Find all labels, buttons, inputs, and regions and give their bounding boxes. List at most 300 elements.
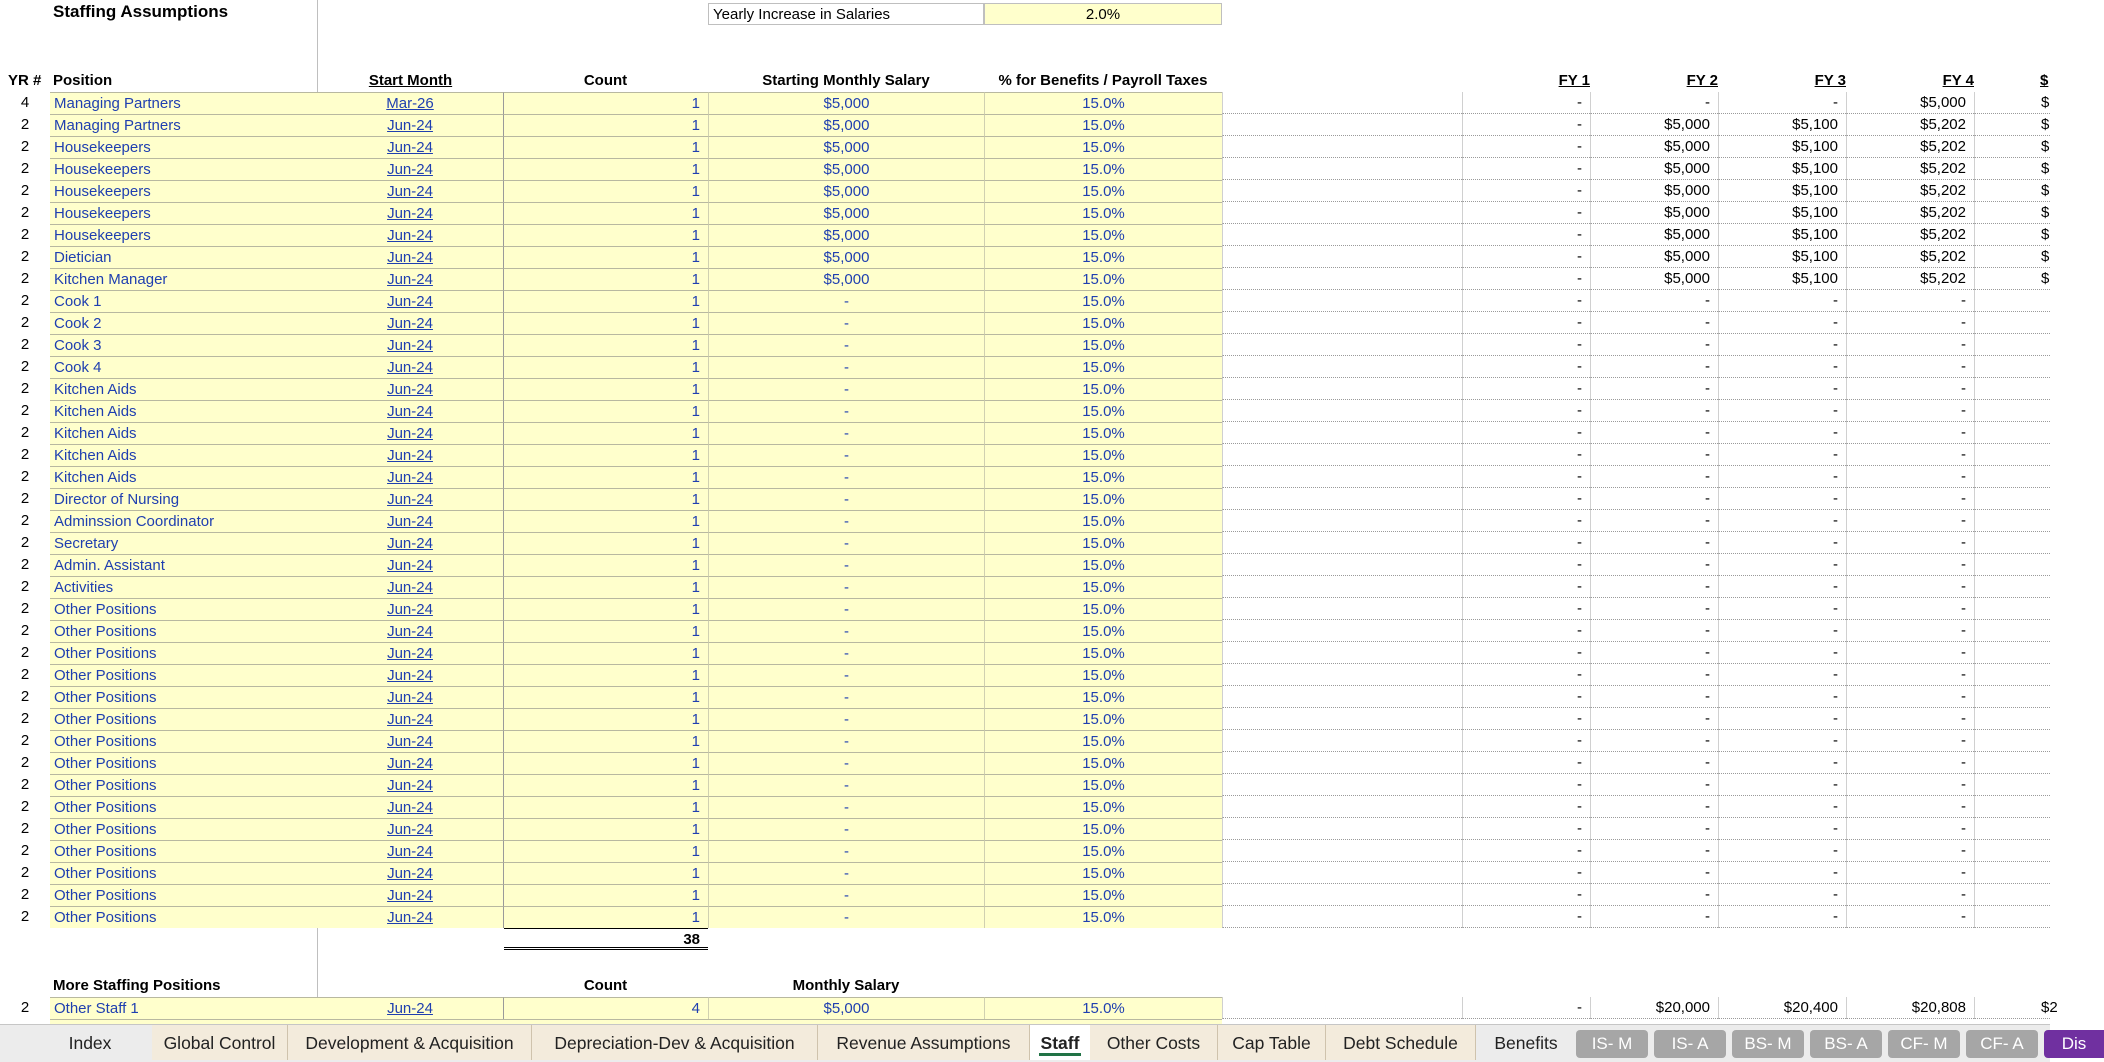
- benefits-cell[interactable]: 15.0%: [984, 906, 1222, 928]
- count-cell[interactable]: 1: [504, 444, 708, 466]
- start-month-cell[interactable]: Jun-24: [317, 312, 504, 334]
- salary-cell[interactable]: -: [708, 532, 984, 554]
- fy5-cell: [1974, 378, 2050, 400]
- position-cell[interactable]: Other Positions: [50, 774, 317, 796]
- tab-revenue-assumptions[interactable]: [818, 1025, 1030, 1060]
- benefits-cell[interactable]: 15.0%: [984, 400, 1222, 422]
- spacer-cell: [1222, 510, 1462, 532]
- start-month-cell[interactable]: Jun-24: [317, 334, 504, 356]
- benefits-cell[interactable]: 15.0%: [984, 796, 1222, 818]
- tab-global-control[interactable]: [152, 1025, 288, 1060]
- salary-cell[interactable]: -: [708, 510, 984, 532]
- position-cell[interactable]: Kitchen Manager: [50, 268, 317, 290]
- count-cell[interactable]: 1: [504, 576, 708, 598]
- salary-cell[interactable]: -: [708, 642, 984, 664]
- more-staff-row: [0, 997, 2058, 1019]
- tab-debt-schedule[interactable]: [1326, 1025, 1476, 1060]
- salary-cell[interactable]: -: [708, 884, 984, 906]
- salary-cell[interactable]: -: [708, 686, 984, 708]
- tab-cf-a[interactable]: [1966, 1030, 2038, 1058]
- staff-row: [0, 268, 2050, 290]
- salary-cell[interactable]: $5,000: [708, 136, 984, 158]
- salary-cell[interactable]: -: [708, 598, 984, 620]
- staff-row: [0, 202, 2050, 224]
- tab-is-m[interactable]: [1576, 1030, 1648, 1058]
- start-month-cell[interactable]: Jun-24: [317, 818, 504, 840]
- fy1-cell: -: [1462, 554, 1590, 576]
- position-cell[interactable]: Kitchen Aids: [50, 466, 317, 488]
- start-month-cell[interactable]: Jun-24: [317, 136, 504, 158]
- count-cell[interactable]: 1: [504, 840, 708, 862]
- fy2-cell: -: [1590, 862, 1718, 884]
- count-cell[interactable]: 1: [504, 246, 708, 268]
- start-month-cell[interactable]: Jun-24: [317, 246, 504, 268]
- position-cell[interactable]: Housekeepers: [50, 158, 317, 180]
- header-salary: Starting Monthly Salary: [762, 72, 930, 89]
- salary-cell[interactable]: -: [708, 554, 984, 576]
- count-cell[interactable]: 1: [504, 664, 708, 686]
- start-month-cell[interactable]: Jun-24: [317, 466, 504, 488]
- spacer-cell: [1222, 532, 1462, 554]
- fy2-cell: -: [1590, 422, 1718, 444]
- fy4-cell: -: [1846, 400, 1974, 422]
- fy3-cell: -: [1718, 92, 1846, 114]
- count-cell[interactable]: 1: [504, 796, 708, 818]
- benefits-cell[interactable]: 15.0%: [984, 997, 1222, 1019]
- fy1-cell: -: [1462, 686, 1590, 708]
- position-cell[interactable]: Managing Partners: [50, 92, 317, 114]
- count-cell[interactable]: 1: [504, 136, 708, 158]
- benefits-cell[interactable]: 15.0%: [984, 180, 1222, 202]
- fy5-cell: $: [1974, 114, 2050, 136]
- count-cell[interactable]: 1: [504, 422, 708, 444]
- start-month-cell[interactable]: Jun-24: [317, 180, 504, 202]
- count-cell[interactable]: 1: [504, 378, 708, 400]
- fy5-cell: [1974, 818, 2050, 840]
- fy5-cell: [1974, 422, 2050, 444]
- spacer-cell: [1222, 312, 1462, 334]
- tab-label: Benefits: [1494, 1033, 1558, 1053]
- benefits-cell[interactable]: 15.0%: [984, 598, 1222, 620]
- benefits-cell[interactable]: 15.0%: [984, 576, 1222, 598]
- salary-cell[interactable]: $5,000: [708, 997, 984, 1019]
- count-cell[interactable]: 1: [504, 906, 708, 928]
- benefits-cell[interactable]: 15.0%: [984, 532, 1222, 554]
- fy5-cell: [1974, 884, 2050, 906]
- start-month-cell[interactable]: Jun-24: [317, 840, 504, 862]
- count-cell[interactable]: 1: [504, 598, 708, 620]
- salary-cell[interactable]: -: [708, 444, 984, 466]
- fy4-cell: -: [1846, 796, 1974, 818]
- tab-cf-m[interactable]: [1888, 1030, 1960, 1058]
- staff-row: [0, 796, 2050, 818]
- position-cell[interactable]: Other Positions: [50, 906, 317, 928]
- fy5-cell: [1974, 862, 2050, 884]
- count-cell[interactable]: 1: [504, 180, 708, 202]
- benefits-cell[interactable]: 15.0%: [984, 884, 1222, 906]
- position-cell[interactable]: Other Positions: [50, 686, 317, 708]
- staff-row: [0, 708, 2050, 730]
- start-month-cell[interactable]: Jun-24: [317, 202, 504, 224]
- salary-cell[interactable]: $5,000: [708, 202, 984, 224]
- benefits-cell[interactable]: 15.0%: [984, 378, 1222, 400]
- salary-cell[interactable]: -: [708, 774, 984, 796]
- start-month-cell[interactable]: Jun-24: [317, 554, 504, 576]
- start-month-cell[interactable]: Jun-24: [317, 664, 504, 686]
- count-cell[interactable]: 1: [504, 532, 708, 554]
- count-cell[interactable]: 1: [504, 290, 708, 312]
- start-month-cell[interactable]: Jun-24: [317, 114, 504, 136]
- tab-benefits[interactable]: [1476, 1025, 1576, 1060]
- salary-cell[interactable]: -: [708, 378, 984, 400]
- start-month-cell[interactable]: Jun-24: [317, 796, 504, 818]
- benefits-cell[interactable]: 15.0%: [984, 158, 1222, 180]
- fy5-cell: [1974, 708, 2050, 730]
- start-month-cell[interactable]: Mar-26: [317, 92, 504, 114]
- start-month-cell[interactable]: Jun-24: [317, 488, 504, 510]
- start-month-cell[interactable]: Jun-24: [317, 158, 504, 180]
- benefits-cell[interactable]: 15.0%: [984, 862, 1222, 884]
- salary-cell[interactable]: -: [708, 906, 984, 928]
- position-cell[interactable]: Director of Nursing: [50, 488, 317, 510]
- count-cell[interactable]: 1: [504, 334, 708, 356]
- count-cell[interactable]: 1: [504, 620, 708, 642]
- count-cell[interactable]: 1: [504, 554, 708, 576]
- benefits-cell[interactable]: 15.0%: [984, 246, 1222, 268]
- position-cell[interactable]: Kitchen Aids: [50, 400, 317, 422]
- salary-cell[interactable]: -: [708, 796, 984, 818]
- count-cell[interactable]: 1: [504, 686, 708, 708]
- fy3-cell: -: [1718, 312, 1846, 334]
- fy5-cell: [1974, 664, 2050, 686]
- benefits-cell[interactable]: 15.0%: [984, 686, 1222, 708]
- fy2-cell: -: [1590, 642, 1718, 664]
- fy5-cell: [1974, 796, 2050, 818]
- position-cell[interactable]: Cook 3: [50, 334, 317, 356]
- start-month-cell[interactable]: Jun-24: [317, 576, 504, 598]
- salary-cell[interactable]: -: [708, 752, 984, 774]
- position-cell[interactable]: Activities: [50, 576, 317, 598]
- tab-label: Cap Table: [1232, 1033, 1311, 1053]
- start-month-cell[interactable]: Jun-24: [317, 752, 504, 774]
- count-cell[interactable]: 1: [504, 114, 708, 136]
- spacer-cell: [1222, 246, 1462, 268]
- salary-cell[interactable]: -: [708, 356, 984, 378]
- benefits-cell[interactable]: 15.0%: [984, 840, 1222, 862]
- benefits-cell[interactable]: 15.0%: [984, 356, 1222, 378]
- start-month-cell[interactable]: Jun-24: [317, 906, 504, 928]
- yr-cell: 2: [20, 248, 30, 265]
- fy2-cell: -: [1590, 92, 1718, 114]
- start-month-cell[interactable]: Jun-24: [317, 268, 504, 290]
- count-cell[interactable]: 1: [504, 356, 708, 378]
- fy2-cell: -: [1590, 752, 1718, 774]
- benefits-cell[interactable]: 15.0%: [984, 774, 1222, 796]
- count-cell[interactable]: 1: [504, 92, 708, 114]
- fy1-cell: -: [1462, 708, 1590, 730]
- count-cell[interactable]: 1: [504, 730, 708, 752]
- salary-cell[interactable]: -: [708, 422, 984, 444]
- tab-development-acquisition[interactable]: [288, 1025, 532, 1060]
- fy1-cell: -: [1462, 796, 1590, 818]
- fy1-cell: -: [1462, 774, 1590, 796]
- start-month-cell[interactable]: Jun-24: [317, 997, 504, 1019]
- start-month-cell[interactable]: Jun-24: [317, 422, 504, 444]
- benefits-cell[interactable]: 15.0%: [984, 510, 1222, 532]
- salary-cell[interactable]: $5,000: [708, 92, 984, 114]
- position-cell[interactable]: Other Positions: [50, 620, 317, 642]
- benefits-cell[interactable]: 15.0%: [984, 334, 1222, 356]
- salary-cell[interactable]: -: [708, 576, 984, 598]
- fy5-cell: [1974, 752, 2050, 774]
- salary-cell[interactable]: -: [708, 664, 984, 686]
- fy2-cell: -: [1590, 334, 1718, 356]
- benefits-cell[interactable]: 15.0%: [984, 664, 1222, 686]
- count-cell[interactable]: 1: [504, 708, 708, 730]
- fy2-cell: $5,000: [1590, 158, 1718, 180]
- salary-cell[interactable]: $5,000: [708, 246, 984, 268]
- position-cell[interactable]: Other Positions: [50, 642, 317, 664]
- tab-cap-table[interactable]: [1218, 1025, 1326, 1060]
- count-cell[interactable]: 1: [504, 268, 708, 290]
- tab-bs-m[interactable]: [1732, 1030, 1804, 1058]
- position-cell[interactable]: Other Positions: [50, 840, 317, 862]
- position-cell[interactable]: Other Positions: [50, 708, 317, 730]
- fy4-cell: -: [1846, 906, 1974, 928]
- fy4-cell: -: [1846, 576, 1974, 598]
- salary-cell[interactable]: $5,000: [708, 180, 984, 202]
- start-month-cell[interactable]: Jun-24: [317, 686, 504, 708]
- start-month-cell[interactable]: Jun-24: [317, 532, 504, 554]
- benefits-cell[interactable]: 15.0%: [984, 708, 1222, 730]
- count-cell[interactable]: 1: [504, 158, 708, 180]
- benefits-cell[interactable]: 15.0%: [984, 466, 1222, 488]
- position-cell[interactable]: Other Positions: [50, 796, 317, 818]
- fy1-cell: -: [1462, 444, 1590, 466]
- benefits-cell[interactable]: 15.0%: [984, 730, 1222, 752]
- position-cell[interactable]: Adminssion Coordinator: [50, 510, 317, 532]
- benefits-cell[interactable]: 15.0%: [984, 818, 1222, 840]
- start-month-cell[interactable]: Jun-24: [317, 642, 504, 664]
- salary-cell[interactable]: $5,000: [708, 158, 984, 180]
- tab-label: BS- A: [1824, 1034, 1868, 1053]
- count-cell[interactable]: 1: [504, 202, 708, 224]
- benefits-cell[interactable]: 15.0%: [984, 268, 1222, 290]
- count-cell[interactable]: 4: [504, 997, 708, 1019]
- tab-staff[interactable]: [1030, 1025, 1090, 1060]
- count-cell[interactable]: 1: [504, 862, 708, 884]
- yr-cell: 2: [20, 160, 30, 177]
- benefits-cell[interactable]: 15.0%: [984, 488, 1222, 510]
- fy4-cell: -: [1846, 378, 1974, 400]
- yr-cell: 2: [20, 138, 30, 155]
- salary-cell[interactable]: -: [708, 290, 984, 312]
- benefits-cell[interactable]: 15.0%: [984, 92, 1222, 114]
- fy2-cell: $5,000: [1590, 136, 1718, 158]
- more-salary-header: Monthly Salary: [792, 977, 900, 994]
- staff-row: [0, 246, 2050, 268]
- benefits-cell[interactable]: 15.0%: [984, 312, 1222, 334]
- position-cell[interactable]: Cook 1: [50, 290, 317, 312]
- tab-is-a[interactable]: [1654, 1030, 1726, 1058]
- benefits-cell[interactable]: 15.0%: [984, 444, 1222, 466]
- count-cell[interactable]: 1: [504, 488, 708, 510]
- staff-row: [0, 554, 2050, 576]
- start-month-cell[interactable]: Jun-24: [317, 598, 504, 620]
- count-cell[interactable]: 1: [504, 818, 708, 840]
- position-cell[interactable]: Other Positions: [50, 862, 317, 884]
- fy1-cell: -: [1462, 466, 1590, 488]
- fy3-cell: $5,100: [1718, 202, 1846, 224]
- benefits-cell[interactable]: 15.0%: [984, 224, 1222, 246]
- tab-bs-a[interactable]: [1810, 1030, 1882, 1058]
- salary-cell[interactable]: -: [708, 466, 984, 488]
- staff-row: [0, 312, 2050, 334]
- position-cell[interactable]: Housekeepers: [50, 180, 317, 202]
- salary-cell[interactable]: -: [708, 400, 984, 422]
- position-cell[interactable]: Kitchen Aids: [50, 422, 317, 444]
- spacer-cell: [1222, 202, 1462, 224]
- position-cell[interactable]: Other Positions: [50, 818, 317, 840]
- tab-other-costs[interactable]: [1090, 1025, 1218, 1060]
- benefits-cell[interactable]: 15.0%: [984, 642, 1222, 664]
- start-month-cell[interactable]: Jun-24: [317, 620, 504, 642]
- position-cell[interactable]: Other Positions: [50, 598, 317, 620]
- count-cell[interactable]: 1: [504, 642, 708, 664]
- count-cell[interactable]: 1: [504, 466, 708, 488]
- staff-row: [0, 774, 2050, 796]
- header-fy5: $: [2040, 72, 2049, 89]
- position-cell[interactable]: Dietician: [50, 246, 317, 268]
- position-cell[interactable]: Admin. Assistant: [50, 554, 317, 576]
- fy3-cell: -: [1718, 708, 1846, 730]
- benefits-cell[interactable]: 15.0%: [984, 114, 1222, 136]
- count-cell[interactable]: 1: [504, 752, 708, 774]
- fy4-cell: -: [1846, 444, 1974, 466]
- position-cell[interactable]: Kitchen Aids: [50, 444, 317, 466]
- staff-row: [0, 620, 2050, 642]
- benefits-cell[interactable]: 15.0%: [984, 202, 1222, 224]
- position-cell[interactable]: Other Positions: [50, 884, 317, 906]
- start-month-cell[interactable]: Jun-24: [317, 444, 504, 466]
- fy3-cell: -: [1718, 466, 1846, 488]
- fy3-cell: -: [1718, 664, 1846, 686]
- yr-cell: 2: [20, 688, 30, 705]
- fy2-cell: -: [1590, 598, 1718, 620]
- staff-row: [0, 488, 2050, 510]
- salary-cell[interactable]: -: [708, 312, 984, 334]
- fy5-cell: [1974, 400, 2050, 422]
- fy1-cell: -: [1462, 202, 1590, 224]
- salary-cell[interactable]: -: [708, 488, 984, 510]
- fy3-cell: -: [1718, 620, 1846, 642]
- position-cell[interactable]: Housekeepers: [50, 136, 317, 158]
- fy5-cell: [1974, 730, 2050, 752]
- start-month-cell[interactable]: Jun-24: [317, 510, 504, 532]
- salary-cell[interactable]: -: [708, 818, 984, 840]
- spacer-cell: [1222, 884, 1462, 906]
- position-cell[interactable]: Other Staff 1: [50, 997, 317, 1019]
- start-month-cell[interactable]: Jun-24: [317, 730, 504, 752]
- fy4-cell: $20,808: [1846, 997, 1974, 1019]
- fy5-cell: [1974, 906, 2050, 928]
- count-cell[interactable]: 1: [504, 510, 708, 532]
- count-cell[interactable]: 1: [504, 884, 708, 906]
- staff-row: [0, 224, 2050, 246]
- start-month-cell[interactable]: Jun-24: [317, 884, 504, 906]
- start-month-cell[interactable]: Jun-24: [317, 400, 504, 422]
- fy3-cell: -: [1718, 510, 1846, 532]
- position-cell[interactable]: Managing Partners: [50, 114, 317, 136]
- yearly-increase-input[interactable]: 2.0%: [984, 3, 1222, 25]
- staff-row: [0, 532, 2050, 554]
- benefits-cell[interactable]: 15.0%: [984, 290, 1222, 312]
- header-fy4: FY 4: [1942, 72, 1974, 89]
- count-cell[interactable]: 1: [504, 400, 708, 422]
- count-cell[interactable]: 1: [504, 224, 708, 246]
- yr-cell: 2: [20, 578, 30, 595]
- spacer-cell: [1222, 488, 1462, 510]
- position-cell[interactable]: Cook 2: [50, 312, 317, 334]
- salary-cell[interactable]: -: [708, 620, 984, 642]
- yr-cell: 2: [20, 204, 30, 221]
- salary-cell[interactable]: -: [708, 862, 984, 884]
- start-month-cell[interactable]: Jun-24: [317, 378, 504, 400]
- position-cell[interactable]: Cook 4: [50, 356, 317, 378]
- fy1-cell: -: [1462, 997, 1590, 1019]
- salary-cell[interactable]: -: [708, 730, 984, 752]
- position-cell[interactable]: Housekeepers: [50, 202, 317, 224]
- position-cell[interactable]: Other Positions: [50, 752, 317, 774]
- start-month-cell[interactable]: Jun-24: [317, 290, 504, 312]
- fy5-cell: [1974, 774, 2050, 796]
- benefits-cell[interactable]: 15.0%: [984, 554, 1222, 576]
- staff-row: [0, 400, 2050, 422]
- tab-index[interactable]: [28, 1025, 152, 1060]
- count-cell[interactable]: 1: [504, 774, 708, 796]
- salary-cell[interactable]: $5,000: [708, 268, 984, 290]
- spacer-cell: [1222, 378, 1462, 400]
- benefits-cell[interactable]: 15.0%: [984, 620, 1222, 642]
- position-cell[interactable]: Other Positions: [50, 730, 317, 752]
- benefits-cell[interactable]: 15.0%: [984, 136, 1222, 158]
- position-cell[interactable]: Kitchen Aids: [50, 378, 317, 400]
- tab-label: IS- M: [1591, 1034, 1633, 1053]
- tab-dis[interactable]: [2044, 1030, 2104, 1058]
- start-month-cell[interactable]: Jun-24: [317, 774, 504, 796]
- salary-cell[interactable]: $5,000: [708, 224, 984, 246]
- fy5-cell: [1974, 488, 2050, 510]
- start-month-cell[interactable]: Jun-24: [317, 862, 504, 884]
- count-cell[interactable]: 1: [504, 312, 708, 334]
- position-cell[interactable]: Other Positions: [50, 664, 317, 686]
- salary-cell[interactable]: -: [708, 840, 984, 862]
- tab-depreciation-dev-acquisition[interactable]: [532, 1025, 818, 1060]
- salary-cell[interactable]: -: [708, 708, 984, 730]
- fy4-cell: -: [1846, 818, 1974, 840]
- fy4-cell: $5,202: [1846, 202, 1974, 224]
- benefits-cell[interactable]: 15.0%: [984, 752, 1222, 774]
- start-month-cell[interactable]: Jun-24: [317, 708, 504, 730]
- start-month-cell[interactable]: Jun-24: [317, 356, 504, 378]
- position-cell[interactable]: Secretary: [50, 532, 317, 554]
- start-month-cell[interactable]: Jun-24: [317, 224, 504, 246]
- benefits-cell[interactable]: 15.0%: [984, 422, 1222, 444]
- salary-cell[interactable]: -: [708, 334, 984, 356]
- position-cell[interactable]: Housekeepers: [50, 224, 317, 246]
- salary-cell[interactable]: $5,000: [708, 114, 984, 136]
- spacer-cell: [1222, 818, 1462, 840]
